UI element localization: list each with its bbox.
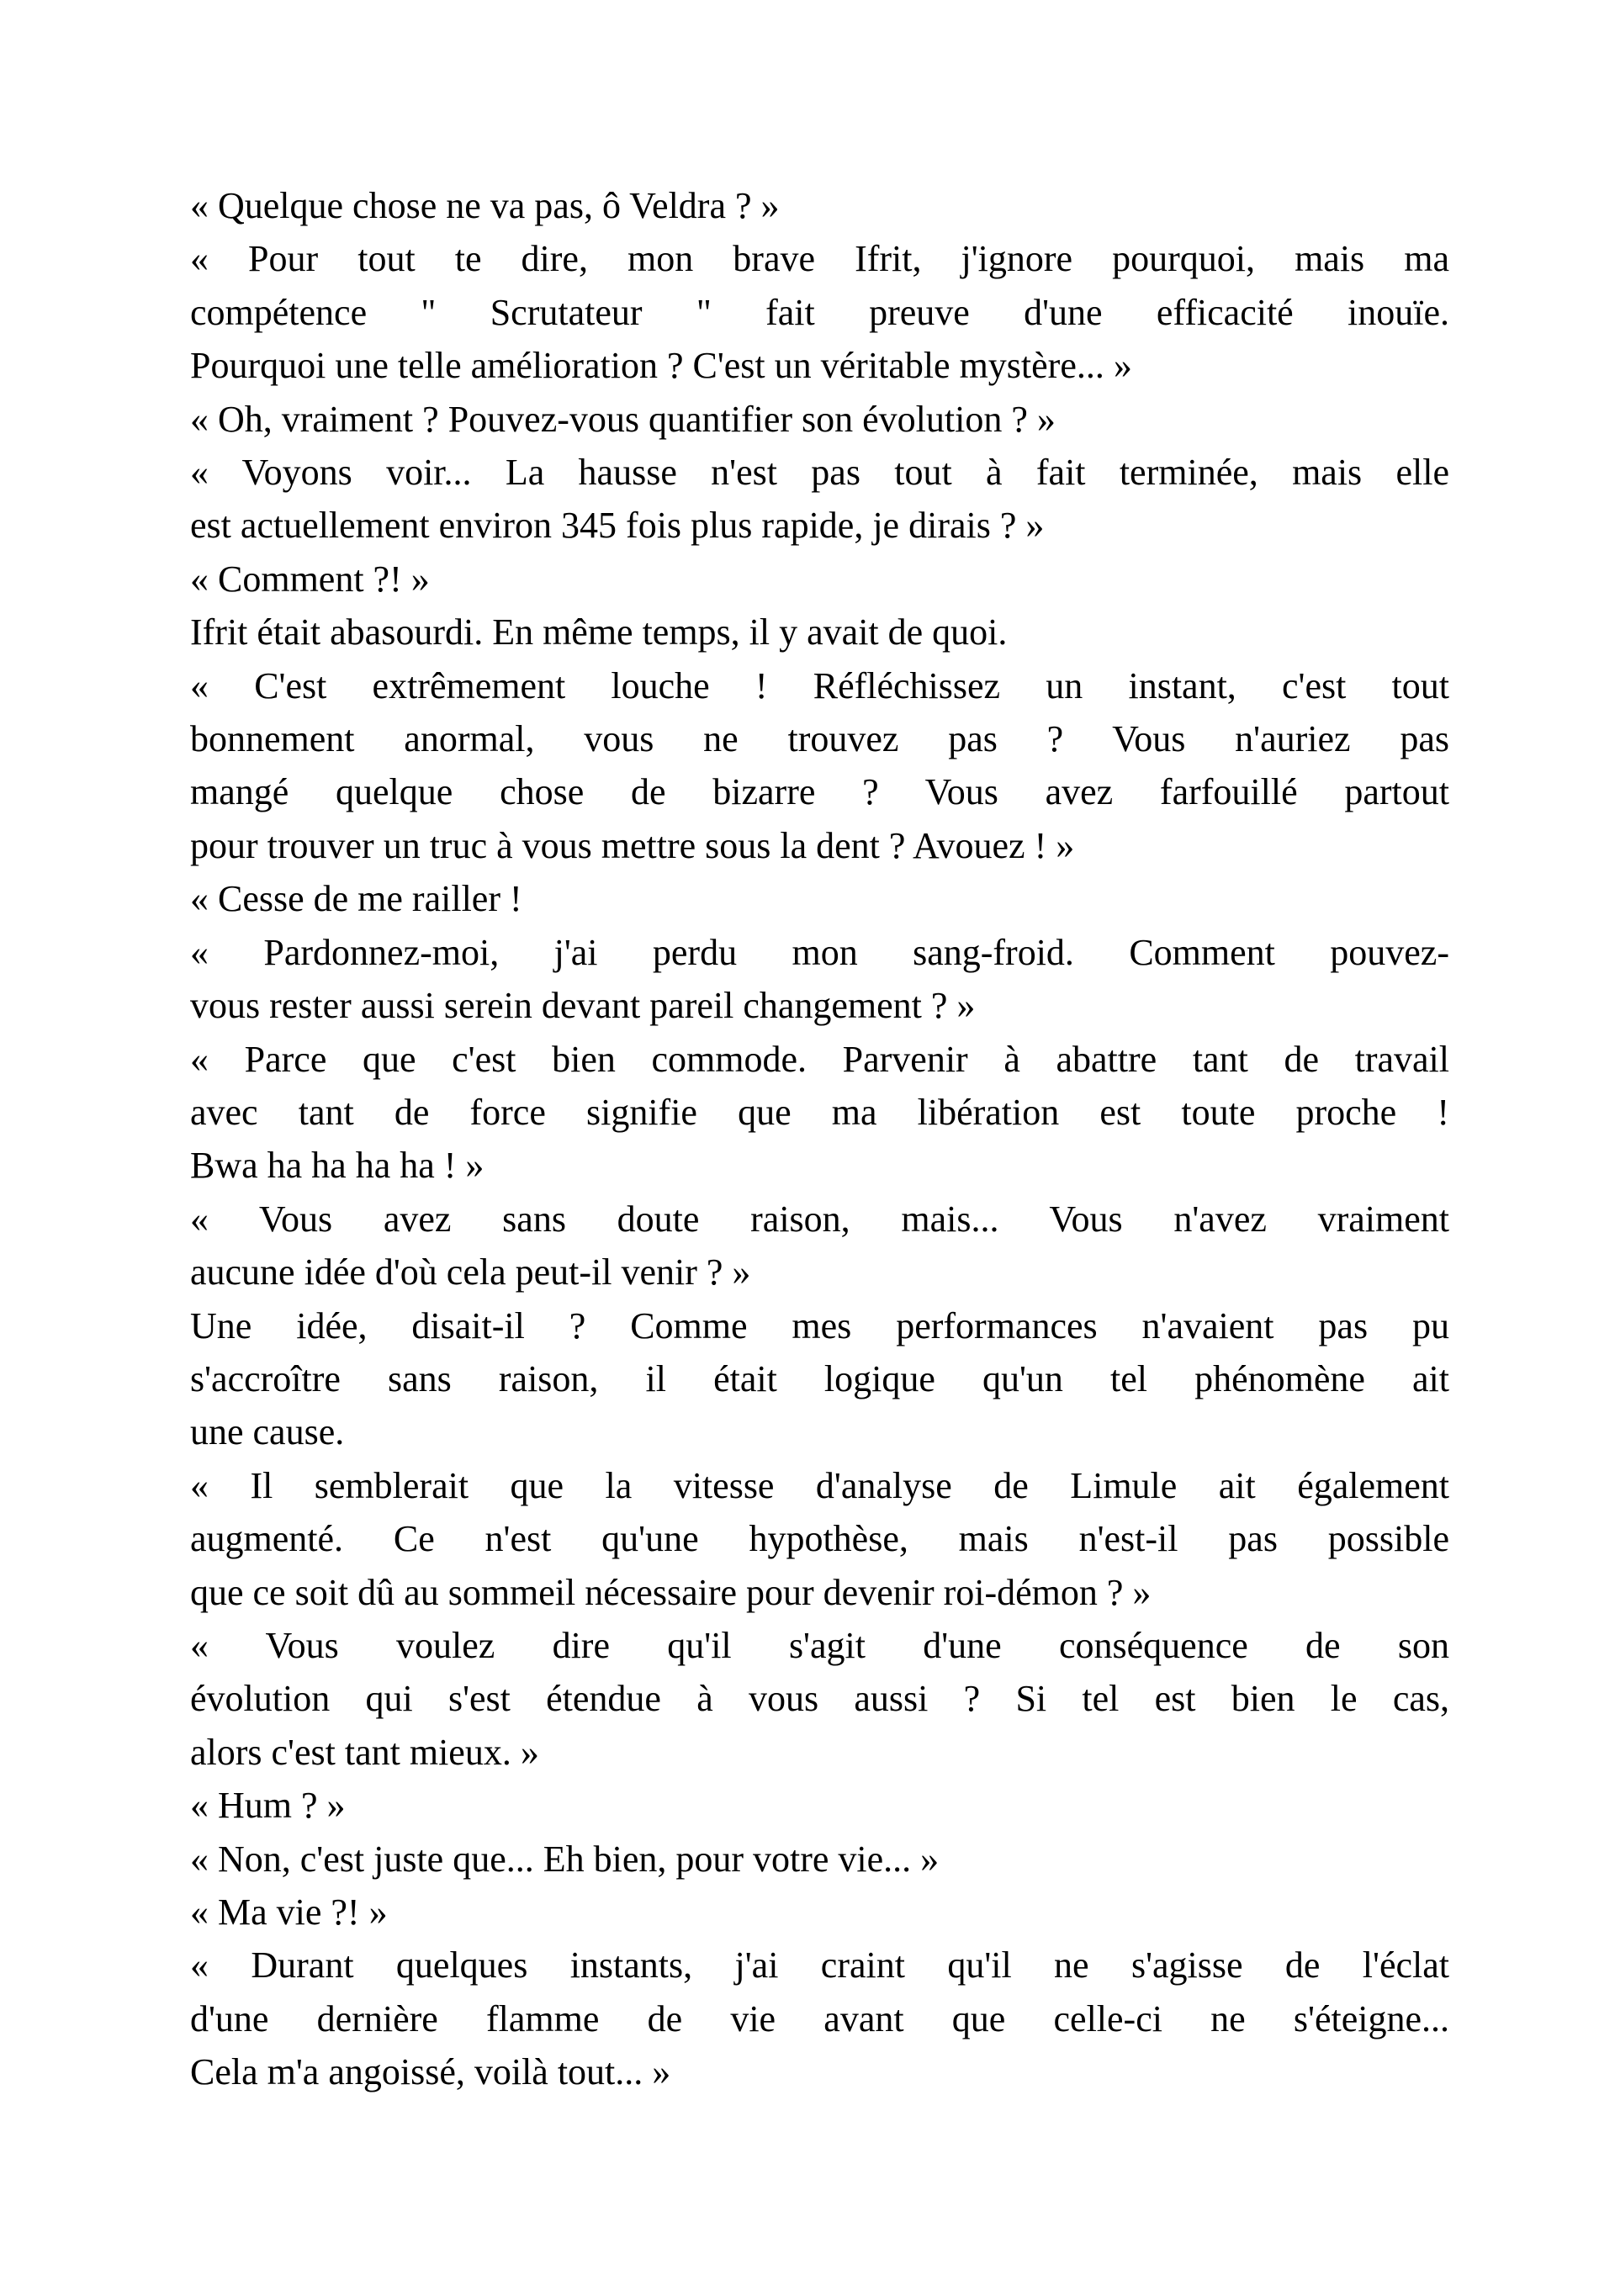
text-line: vous rester aussi serein devant pareil changement ? » xyxy=(190,985,976,1027)
text-line: une cause. xyxy=(190,1411,345,1453)
text-block xyxy=(190,179,1449,2099)
text-line: aucune idée d'où cela peut-il venir ? » xyxy=(190,1251,751,1293)
text-line: « Ma vie ?! » xyxy=(190,1891,388,1933)
text-line: est actuellement environ 345 fois plus rapide, je dirais ? » xyxy=(190,505,1045,547)
text-line: « Vous voulez dire qu'il s'agit d'une conséquence de son xyxy=(190,1624,1449,1666)
text-line: « Cesse de me railler ! xyxy=(190,878,522,920)
text-line: Bwa ha ha ha ha ! » xyxy=(190,1145,484,1187)
text-line: « Parce que c'est bien commode. Parvenir à abattre tant de travail xyxy=(190,1038,1449,1080)
text-line: compétence " Scrutateur " fait preuve d'une efficacité inouïe. xyxy=(190,291,1449,333)
text-line: bonnement anormal, vous ne trouvez pas ? Vous n'auriez pas xyxy=(190,718,1449,760)
text-line: « Durant quelques instants, j'ai craint qu'il ne s'agisse de l'éclat xyxy=(190,1944,1449,1987)
text-line: alors c'est tant mieux. » xyxy=(190,1731,539,1773)
text-line: mangé quelque chose de bizarre ? Vous avez farfouillé partout xyxy=(190,771,1449,813)
text-line: d'une dernière flamme de vie avant que celle-ci ne s'éteigne... xyxy=(190,1997,1449,2039)
text-line: « Hum ? » xyxy=(190,1785,346,1827)
text-line: « Vous avez sans doute raison, mais... Vous n'avez vraiment xyxy=(190,1198,1449,1240)
text-line: Pourquoi une telle amélioration ? C'est un véritable mystère... » xyxy=(190,345,1132,387)
text-line: Cela m'a angoissé, voilà tout... » xyxy=(190,2051,671,2093)
text-line: pour trouver un truc à vous mettre sous la dent ? Avouez ! » xyxy=(190,824,1075,866)
text-line: augmenté. Ce n'est qu'une hypothèse, mais n'est-il pas possible xyxy=(190,1518,1449,1560)
text-line: « Il semblerait que la vitesse d'analyse de Limule ait également xyxy=(190,1464,1449,1506)
text-line: avec tant de force signifie que ma libération est toute proche ! xyxy=(190,1091,1449,1133)
text-line: Une idée, disait-il ? Comme mes performances n'avaient pas pu xyxy=(190,1304,1449,1346)
text-line: évolution qui s'est étendue à vous aussi ? Si tel est bien le cas, xyxy=(190,1678,1449,1720)
text-line: que ce soit dû au sommeil nécessaire pour devenir roi-démon ? » xyxy=(190,1571,1152,1613)
text-line: « Pour tout te dire, mon brave Ifrit, j'ignore pourquoi, mais ma xyxy=(190,238,1449,280)
text-line: Ifrit était abasourdi. En même temps, il y avait de quoi. xyxy=(190,611,1008,653)
text-line: « C'est extrêmement louche ! Réfléchissez un instant, c'est tout xyxy=(190,664,1449,706)
text-line: « Pardonnez-moi, j'ai perdu mon sang-froid. Comment pouvez- xyxy=(190,931,1449,973)
text-line: « Oh, vraiment ? Pouvez-vous quantifier son évolution ? » xyxy=(190,398,1056,440)
text-line: « Voyons voir... La hausse n'est pas tout à fait terminée, mais elle xyxy=(190,452,1449,494)
text-line: s'accroître sans raison, il était logique qu'un tel phénomène ait xyxy=(190,1357,1449,1399)
text-line: « Non, c'est juste que... Eh bien, pour votre vie... » xyxy=(190,1838,940,1880)
text-line: « Quelque chose ne va pas, ô Veldra ? » xyxy=(190,185,780,226)
text-line: « Comment ?! » xyxy=(190,558,430,600)
